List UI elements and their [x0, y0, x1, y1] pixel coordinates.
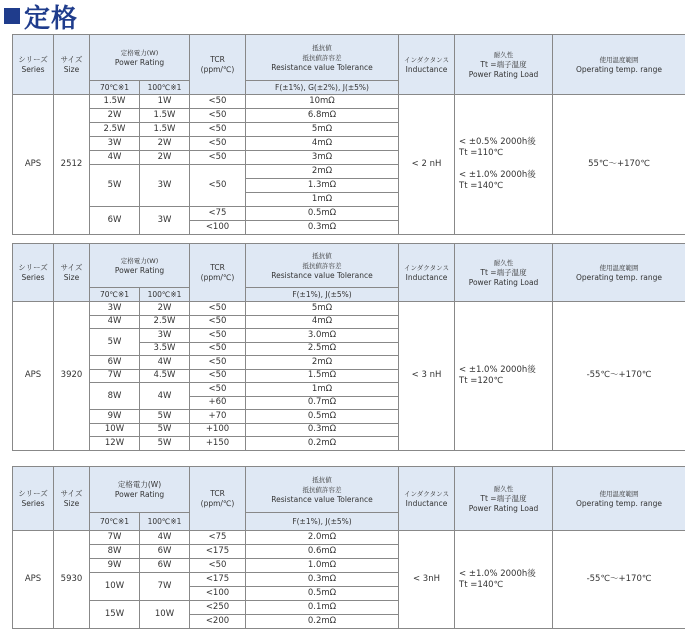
header-tcr: TCR (ppm/℃)	[190, 35, 246, 95]
power-100: 5W	[140, 410, 190, 424]
durability-cell: < ±1.0% 2000h後 Tt =120℃	[455, 302, 553, 451]
header-100c: 100℃※1	[140, 81, 190, 95]
tolerance: F(±1%), J(±5%)	[246, 288, 399, 302]
power-70: 8W	[90, 545, 140, 559]
header-100c: 100℃※1	[140, 513, 190, 531]
tcr-cell: <75	[190, 207, 246, 221]
header-100c: 100℃※1	[140, 288, 190, 302]
power-100: 2W	[140, 151, 190, 165]
header-durability: 耐久性 Tt =端子温度 Power Rating Load	[455, 467, 553, 531]
header-size: サイズ Size	[54, 467, 90, 531]
power-100: 5W	[140, 437, 190, 451]
header-70c: 70℃※1	[90, 81, 140, 95]
resistance-cell: 1mΩ	[246, 383, 399, 397]
resistance-cell: 0.3mΩ	[246, 423, 399, 437]
resistance-cell: 0.3mΩ	[246, 573, 399, 587]
tcr-cell: <50	[190, 559, 246, 573]
tcr-cell: <50	[190, 165, 246, 207]
tcr-cell: <100	[190, 587, 246, 601]
resistance-cell: 2mΩ	[246, 165, 399, 179]
resistance-cell: 0.2mΩ	[246, 437, 399, 451]
tcr-cell: +100	[190, 423, 246, 437]
tcr-cell: +150	[190, 437, 246, 451]
tcr-cell: <50	[190, 151, 246, 165]
resistance-cell: 2.0mΩ	[246, 531, 399, 545]
temp-cell: -55℃～+170℃	[553, 302, 685, 451]
resistance-cell: 1.0mΩ	[246, 559, 399, 573]
resistance-cell: 1mΩ	[246, 193, 399, 207]
header-power-rating: 定格電力(W) Power Rating	[90, 244, 190, 288]
tcr-cell: +70	[190, 410, 246, 424]
header-durability: 耐久性 Tt =端子温度 Power Rating Load	[455, 244, 553, 302]
tcr-cell: <50	[190, 329, 246, 343]
header-inductance: インダクタンス Inductance	[399, 244, 455, 302]
power-70: 9W	[90, 410, 140, 424]
resistance-cell: 4mΩ	[246, 315, 399, 329]
header-inductance: インダクタンス Inductance	[399, 35, 455, 95]
tcr-cell: <50	[190, 356, 246, 370]
tcr-cell: <50	[190, 369, 246, 383]
header-series: シリーズ Series	[13, 35, 54, 95]
tcr-cell: <50	[190, 302, 246, 316]
resistance-cell: 10mΩ	[246, 95, 399, 109]
resistance-cell: 3.0mΩ	[246, 329, 399, 343]
header-power-rating: 定格電力(W) Power Rating	[90, 35, 190, 81]
header-size: サイズ Size	[54, 244, 90, 302]
power-70: 1.5W	[90, 95, 140, 109]
power-100: 10W	[140, 601, 190, 629]
resistance-cell: 6.8mΩ	[246, 109, 399, 123]
tcr-cell: <75	[190, 531, 246, 545]
power-100: 3W	[140, 207, 190, 235]
tcr-cell: <175	[190, 545, 246, 559]
inductance-cell: < 2 nH	[399, 95, 455, 235]
tcr-cell: <50	[190, 315, 246, 329]
series-cell: APS	[13, 302, 54, 451]
header-power-rating: 定格電力(W) Power Rating	[90, 467, 190, 513]
power-70: 15W	[90, 601, 140, 629]
tcr-cell: <50	[190, 137, 246, 151]
power-100: 4W	[140, 356, 190, 370]
power-100: 2.5W	[140, 315, 190, 329]
power-100: 2W	[140, 137, 190, 151]
power-100: 5W	[140, 423, 190, 437]
power-100: 7W	[140, 573, 190, 601]
power-70: 4W	[90, 315, 140, 329]
resistance-cell: 0.1mΩ	[246, 601, 399, 615]
power-70: 6W	[90, 207, 140, 235]
size-cell: 3920	[54, 302, 90, 451]
resistance-cell: 1.5mΩ	[246, 369, 399, 383]
power-70: 5W	[90, 329, 140, 356]
tcr-cell: <50	[190, 109, 246, 123]
header-operating-temp: 使用温度範囲 Operating temp. range	[553, 244, 685, 302]
resistance-cell: 4mΩ	[246, 137, 399, 151]
header-series: シリーズ Series	[13, 467, 54, 531]
resistance-cell: 5mΩ	[246, 302, 399, 316]
header-operating-temp: 使用温度範囲 Operating temp. range	[553, 467, 685, 531]
size-cell: 5930	[54, 531, 90, 629]
tcr-cell: <175	[190, 573, 246, 587]
durability-cell: < ±1.0% 2000h後 Tt =140℃	[455, 531, 553, 629]
header-operating-temp: 使用温度範囲 Operating temp. range	[553, 35, 685, 95]
power-100: 4.5W	[140, 369, 190, 383]
tcr-cell: <200	[190, 615, 246, 629]
power-100: 3W	[140, 329, 190, 343]
series-cell: APS	[13, 95, 54, 235]
power-70: 7W	[90, 531, 140, 545]
power-70: 3W	[90, 302, 140, 316]
page-title	[4, 0, 78, 32]
resistance-cell: 0.5mΩ	[246, 207, 399, 221]
power-100: 1.5W	[140, 109, 190, 123]
power-70: 2W	[90, 109, 140, 123]
power-100: 3.5W	[140, 342, 190, 356]
resistance-cell: 0.6mΩ	[246, 545, 399, 559]
power-100: 6W	[140, 559, 190, 573]
tolerance: F(±1%), G(±2%), J(±5%)	[246, 81, 399, 95]
resistance-cell: 0.3mΩ	[246, 221, 399, 235]
resistance-cell: 1.3mΩ	[246, 179, 399, 193]
power-70: 4W	[90, 151, 140, 165]
inductance-cell: < 3 nH	[399, 302, 455, 451]
power-100: 6W	[140, 545, 190, 559]
rating-table-3920	[12, 243, 685, 451]
header-70c: 70℃※1	[90, 513, 140, 531]
inductance-cell: < 3nH	[399, 531, 455, 629]
resistance-cell: 0.2mΩ	[246, 615, 399, 629]
tcr-cell: <250	[190, 601, 246, 615]
header-70c: 70℃※1	[90, 288, 140, 302]
power-100: 1.5W	[140, 123, 190, 137]
tcr-cell: <50	[190, 123, 246, 137]
temp-cell: -55℃～+170℃	[553, 531, 685, 629]
header-resistance: 抵抗値 抵抗値許容差 Resistance value Tolerance	[246, 35, 399, 81]
resistance-cell: 0.7mΩ	[246, 396, 399, 410]
power-70: 10W	[90, 573, 140, 601]
power-70: 8W	[90, 383, 140, 410]
power-100: 2W	[140, 302, 190, 316]
rating-table-5930	[12, 466, 685, 629]
title-square-icon	[4, 8, 20, 24]
power-70: 12W	[90, 437, 140, 451]
header-inductance: インダクタンス Inductance	[399, 467, 455, 531]
tcr-cell: <50	[190, 95, 246, 109]
header-tcr: TCR (ppm/℃)	[190, 467, 246, 531]
power-70: 10W	[90, 423, 140, 437]
power-100: 1W	[140, 95, 190, 109]
resistance-cell: 2.5mΩ	[246, 342, 399, 356]
resistance-cell: 0.5mΩ	[246, 587, 399, 601]
tcr-cell: <100	[190, 221, 246, 235]
power-70: 2.5W	[90, 123, 140, 137]
resistance-cell: 5mΩ	[246, 123, 399, 137]
power-100: 4W	[140, 383, 190, 410]
resistance-cell: 2mΩ	[246, 356, 399, 370]
resistance-cell: 0.5mΩ	[246, 410, 399, 424]
power-70: 7W	[90, 369, 140, 383]
header-resistance: 抵抗値 抵抗値許容差 Resistance value Tolerance	[246, 244, 399, 288]
header-durability: 耐久性 Tt =端子温度 Power Rating Load	[455, 35, 553, 95]
power-100: 3W	[140, 165, 190, 207]
durability-cell: < ±0.5% 2000h後 Tt =110℃ < ±1.0% 2000h後 Tt =140℃	[455, 95, 553, 235]
size-cell: 2512	[54, 95, 90, 235]
tcr-cell: <50	[190, 342, 246, 356]
power-70: 5W	[90, 165, 140, 207]
rating-table-2512	[12, 34, 685, 235]
tcr-cell: +60	[190, 396, 246, 410]
tcr-cell: <50	[190, 383, 246, 397]
series-cell: APS	[13, 531, 54, 629]
power-70: 3W	[90, 137, 140, 151]
resistance-cell: 3mΩ	[246, 151, 399, 165]
tolerance: F(±1%), J(±5%)	[246, 513, 399, 531]
power-70: 6W	[90, 356, 140, 370]
header-size: サイズ Size	[54, 35, 90, 95]
power-100: 4W	[140, 531, 190, 545]
title-text: 定格	[24, 3, 79, 34]
header-series: シリーズ Series	[13, 244, 54, 302]
header-resistance: 抵抗値 抵抗値許容差 Resistance value Tolerance	[246, 467, 399, 513]
header-tcr: TCR (ppm/℃)	[190, 244, 246, 302]
temp-cell: 55℃～+170℃	[553, 95, 685, 235]
power-70: 9W	[90, 559, 140, 573]
